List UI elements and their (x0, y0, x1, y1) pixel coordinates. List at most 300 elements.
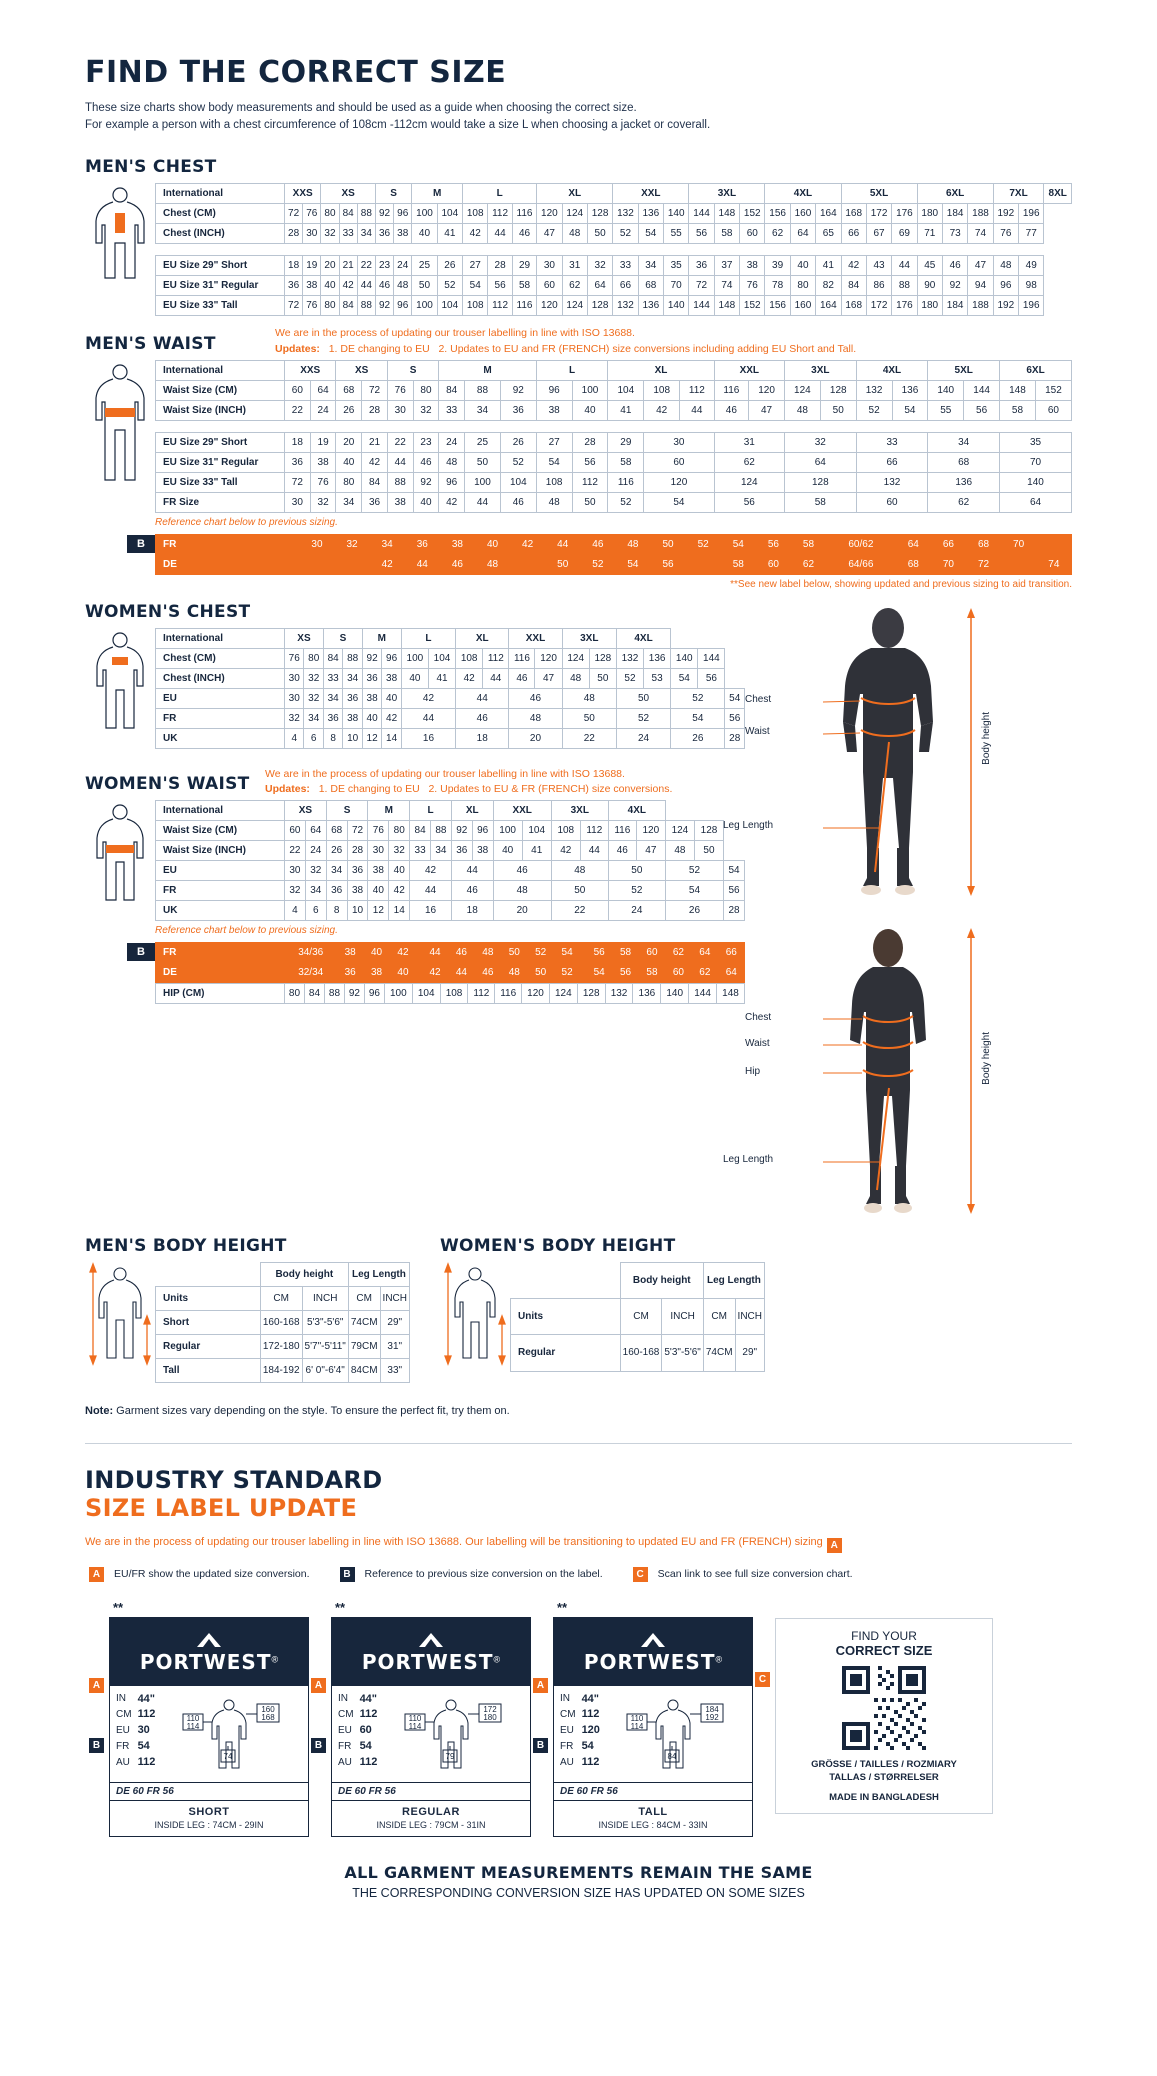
chip-a-label-regular: A (311, 1678, 326, 1693)
cell: 54 (721, 534, 756, 554)
cell: 29 (512, 255, 536, 275)
cell: 32 (413, 400, 439, 420)
cell: 140 (671, 648, 698, 668)
cell: 25 (465, 432, 501, 452)
cell: 108 (463, 203, 488, 223)
cell: 44 (448, 963, 474, 983)
legend-text-b: Reference to previous size conversion on the label. (364, 1568, 603, 1580)
cell: 30 (644, 432, 714, 452)
table-row (156, 984, 745, 1004)
cell: 104 (608, 380, 644, 400)
cell: 144 (964, 380, 1000, 400)
cell: 116 (512, 203, 536, 223)
cell: 66 (718, 943, 744, 963)
table-row (156, 821, 745, 841)
cell: 36 (323, 708, 342, 728)
cell: 53 (644, 668, 671, 688)
cell: 31 (714, 432, 784, 452)
cell: 38 (394, 223, 412, 243)
cell: 128 (820, 380, 856, 400)
cell: 24 (439, 432, 465, 452)
col-m: M (412, 183, 463, 203)
cell: 38 (337, 943, 363, 963)
size-key: CM (338, 1709, 354, 1721)
cell: 136 (633, 984, 661, 1004)
cell: 84 (841, 275, 866, 295)
cell: 38 (343, 708, 362, 728)
cell: 38 (363, 963, 389, 983)
cell: 28 (725, 728, 745, 748)
row-label: Waist Size (INCH) (156, 841, 285, 861)
cell: 80 (413, 380, 439, 400)
size-value: 44" (359, 1692, 378, 1705)
mens-body-height-table (155, 1262, 410, 1383)
col-8xl: 8XL (1044, 183, 1072, 203)
label-de-fr-regular: DE 60 FR 56 (332, 1782, 530, 1800)
cell: 70 (1001, 534, 1036, 554)
cell: 39 (765, 255, 790, 275)
size-key: AU (116, 1756, 130, 1768)
cell: 55 (664, 223, 689, 243)
female-chest-label: Chest (745, 1011, 772, 1023)
male-chest-label: Chest (745, 693, 772, 705)
cell: 41 (437, 223, 462, 243)
col-inch-leg: INCH (735, 1298, 764, 1334)
cell: 108 (551, 821, 580, 841)
table-row (156, 1310, 410, 1334)
cell: 10 (347, 901, 368, 921)
row-label: FR Size (156, 492, 285, 512)
cell: 74 (714, 275, 739, 295)
cell: 96 (536, 380, 572, 400)
cell: 20 (493, 901, 551, 921)
cell: 54 (554, 943, 580, 963)
svg-text:110: 110 (408, 1713, 422, 1723)
cell: 34 (638, 255, 663, 275)
cell: 46 (509, 688, 562, 708)
cell: 64 (784, 452, 856, 472)
cell: 72 (347, 821, 368, 841)
cell: 44 (483, 668, 509, 688)
womens-body-height-heading: WOMEN'S BODY HEIGHT (440, 1235, 676, 1256)
cell: 55 (928, 400, 964, 420)
cell: 104 (428, 648, 455, 668)
cell: 140 (664, 295, 689, 315)
svg-text:180: 180 (482, 1712, 497, 1722)
col-4xl: 4XL (608, 801, 665, 821)
cell: 30 (285, 688, 304, 708)
cell: 116 (608, 821, 636, 841)
fit-note (85, 1405, 1072, 1417)
cell: 52 (616, 668, 643, 688)
cell: 71 (917, 223, 942, 243)
col-leg-length: Leg Length (348, 1262, 409, 1286)
row-label: Chest (CM) (156, 648, 285, 668)
brand-reg-regular: ® (493, 1654, 501, 1665)
cell (335, 554, 370, 574)
cell: 6' 0"-6'4" (302, 1358, 348, 1382)
cell: 132 (605, 984, 633, 1004)
cell: 124 (665, 821, 694, 841)
cell: 192 (993, 295, 1018, 315)
mens-waist-heading: MEN'S WAIST (85, 333, 216, 354)
col-xs: XS (336, 360, 387, 380)
cell: 54 (665, 881, 723, 901)
size-key: IN (338, 1693, 348, 1705)
cell: 48 (551, 861, 608, 881)
table-row (156, 668, 745, 688)
table-header-row (156, 1262, 410, 1286)
col-international: International (156, 360, 285, 380)
size-key: EU (116, 1725, 130, 1737)
fit-note-label: Note: (85, 1404, 114, 1417)
svg-text:114: 114 (408, 1721, 422, 1731)
cell: 42 (463, 223, 488, 243)
cell: 160 (790, 295, 815, 315)
cell: 32 (285, 881, 306, 901)
svg-text:74: 74 (223, 1751, 233, 1761)
cell: 16 (401, 728, 455, 748)
cell: 52 (613, 223, 638, 243)
cell: 40 (572, 400, 608, 420)
cell: 64 (587, 275, 612, 295)
portwest-logo-icon (418, 1632, 444, 1648)
cell: 84CM (348, 1358, 380, 1382)
cell: 60/62 (826, 534, 896, 554)
cell: 43 (866, 255, 891, 275)
size-key: CM (560, 1709, 576, 1721)
cell: 108 (456, 648, 483, 668)
cell: 6 (304, 728, 323, 748)
size-value: 112 (137, 1708, 156, 1721)
cell: 30 (285, 668, 304, 688)
mens-waist-block (85, 360, 1072, 530)
cell: 58 (639, 963, 665, 983)
cell: 68 (638, 275, 663, 295)
cell: 48 (493, 881, 551, 901)
cell: 58 (1000, 400, 1036, 420)
cell: 58 (791, 534, 826, 554)
cell: 60 (1035, 400, 1071, 420)
cell: 128 (694, 821, 723, 841)
cell: 160-168 (620, 1335, 662, 1371)
cell: 46 (942, 255, 967, 275)
col-7xl: 7XL (993, 183, 1044, 203)
cell: 84 (339, 203, 357, 223)
table-row (156, 380, 1072, 400)
cell: 56 (724, 881, 745, 901)
table-row (156, 1358, 410, 1382)
chip-a-label-short: A (89, 1678, 104, 1693)
portwest-logo-icon (196, 1632, 222, 1648)
cell: 116 (495, 984, 522, 1004)
table-row (156, 1334, 410, 1358)
cell: 56 (725, 708, 745, 728)
table-header-row (156, 801, 745, 821)
cell: 48 (562, 668, 589, 688)
cell: 25 (412, 255, 437, 275)
col-international: International (156, 628, 285, 648)
cell: 54 (644, 492, 714, 512)
cell: 28 (285, 223, 303, 243)
col-xl: XL (537, 183, 613, 203)
cell: 56 (698, 668, 725, 688)
col-xxl: XXL (509, 628, 562, 648)
table-row (156, 295, 1072, 315)
cell: 52 (437, 275, 462, 295)
size-value: 120 (581, 1724, 600, 1737)
mens-waist-update-1: 1. DE changing to EU (328, 342, 430, 355)
cell: 30 (368, 841, 389, 861)
cell: 48 (475, 554, 510, 574)
qr-caption-1: GRÖSSE / TAILLES / ROZMIARY (811, 1758, 957, 1770)
cell: 120 (537, 203, 562, 223)
cell: 48 (394, 275, 412, 295)
cell: 52 (580, 554, 615, 574)
cell: 42 (370, 554, 405, 574)
womens-waist-table (155, 800, 745, 921)
cell: 38 (740, 255, 765, 275)
col-s: S (323, 628, 362, 648)
cell: 24 (608, 901, 665, 921)
cell: 36 (451, 841, 472, 861)
cell: 38 (310, 452, 336, 472)
legend-text-a: EU/FR show the updated size conversion. (114, 1568, 310, 1580)
cell: 52 (527, 943, 553, 963)
cell: 5'7"-5'11" (302, 1334, 348, 1358)
cell: 188 (968, 203, 993, 223)
cell: 168 (841, 295, 866, 315)
brand-reg-tall: ® (715, 1654, 723, 1665)
cell: 58 (714, 223, 739, 243)
size-key: FR (338, 1741, 352, 1753)
cell: 12 (362, 728, 381, 748)
cell: 50 (545, 554, 580, 574)
cell: 40 (475, 534, 510, 554)
cell: 42 (841, 255, 866, 275)
cell: 180 (917, 203, 942, 223)
cell: 60 (639, 943, 665, 963)
cell: 54 (638, 223, 663, 243)
cell: 40 (321, 275, 339, 295)
cell: 84 (304, 984, 324, 1004)
col-3xl: 3XL (562, 628, 616, 648)
col-m: M (368, 801, 410, 821)
cell: 40 (401, 668, 428, 688)
col-xs: XS (285, 628, 324, 648)
cell: 44 (456, 688, 509, 708)
male-waist-figure (85, 360, 155, 495)
cell: 28 (724, 901, 745, 921)
label-inside-leg-regular: INSIDE LEG : 79CM - 31IN (376, 1819, 486, 1830)
blank-header (511, 1262, 621, 1298)
mens-chest-table (155, 183, 1072, 316)
cell: 46 (451, 881, 493, 901)
cell: 132 (856, 380, 892, 400)
col-m: M (439, 360, 536, 380)
mens-waist-update-2: 2. Updates to EU and FR (FRENCH) size conversions including adding EU Short and Tall. (438, 342, 857, 355)
cell: 20 (336, 432, 362, 452)
cell: 148 (716, 984, 744, 1004)
cell: 44 (680, 400, 715, 420)
size-value: 112 (581, 1708, 600, 1721)
cell: 38 (362, 688, 381, 708)
mens-waist-footnote: **See new label below, showing updated and previous sizing to aid transition. (730, 578, 1072, 590)
cell: 50 (572, 492, 608, 512)
col-xxs: XXS (285, 183, 321, 203)
cell: 76 (740, 275, 765, 295)
cell: 33 (439, 400, 465, 420)
womens-body-height-table (510, 1262, 765, 1372)
cell: 41 (428, 668, 455, 688)
cell: 136 (638, 295, 663, 315)
brand-block-regular (332, 1618, 530, 1686)
cell: 48 (615, 534, 650, 554)
size-list-short (116, 1692, 161, 1778)
cell: 30 (285, 861, 306, 881)
size-value: 112 (581, 1756, 600, 1769)
table-subheader-row (511, 1298, 765, 1334)
size-value: 54 (137, 1740, 150, 1753)
cell: 100 (401, 648, 428, 668)
size-value: 30 (137, 1724, 150, 1737)
cell: 42 (510, 534, 545, 554)
cell: 4 (285, 901, 306, 921)
cell: 56 (488, 275, 512, 295)
row-label: EU (156, 688, 285, 708)
col-xs: XS (321, 183, 376, 203)
row-label: FR (156, 943, 285, 963)
cell: 100 (412, 295, 437, 315)
cell: 62 (692, 963, 718, 983)
cell: 30 (387, 400, 413, 420)
cell: 29 (608, 432, 644, 452)
mens-chest-block (85, 183, 1072, 316)
cell: 19 (310, 432, 336, 452)
label-card-tall (536, 1599, 753, 1837)
cell: 76 (303, 203, 321, 223)
cell: 50 (616, 688, 670, 708)
cell: 64 (896, 534, 931, 554)
cell: 60 (537, 275, 562, 295)
cell: 72 (285, 203, 303, 223)
industry-subtitle (85, 1536, 1072, 1553)
table-header-row (511, 1262, 765, 1298)
intro-line-1: These size charts show body measurements and should be used as a guide when choosing the correct size. (85, 102, 637, 114)
size-value: 54 (581, 1740, 594, 1753)
womens-waist-update-2: 2. Updates to EU & FR (FRENCH) size conversions. (428, 783, 673, 796)
cell: 104 (522, 821, 551, 841)
cell: 36 (343, 688, 362, 708)
cell: 34 (304, 708, 323, 728)
cell: 46 (580, 534, 615, 554)
cell: 108 (463, 295, 488, 315)
col-s: S (387, 360, 438, 380)
cell: 41 (522, 841, 551, 861)
cell: 60 (740, 223, 765, 243)
cell: 50 (589, 668, 616, 688)
table-row (156, 901, 745, 921)
cell: 32 (321, 223, 339, 243)
cell: 48 (475, 943, 501, 963)
row-label: FR (156, 708, 285, 728)
cell: 60 (644, 452, 714, 472)
cell: 120 (636, 821, 665, 841)
row-label: DE (156, 554, 285, 574)
cell: 30 (537, 255, 562, 275)
cell: 26 (665, 901, 723, 921)
cell: 40 (363, 943, 389, 963)
qr-card[interactable] (775, 1618, 993, 1815)
cell: 192 (993, 203, 1018, 223)
qr-code-icon[interactable] (842, 1666, 926, 1750)
svg-text:160: 160 (260, 1704, 275, 1714)
cell: 32/34 (285, 963, 337, 983)
cell: 36 (405, 534, 440, 554)
col-units: Units (156, 1286, 261, 1310)
cell: 52 (686, 534, 721, 554)
cell: 84 (410, 821, 431, 841)
cell: 26 (671, 728, 725, 748)
row-label: Chest (CM) (156, 203, 285, 223)
cell: 46 (608, 841, 636, 861)
cell: 72 (362, 380, 388, 400)
svg-text:172: 172 (482, 1704, 497, 1714)
col-4xl: 4XL (616, 628, 670, 648)
cell: 184-192 (260, 1358, 302, 1382)
cell: 56 (651, 554, 686, 574)
size-list-regular (338, 1692, 383, 1778)
cell: 26 (326, 841, 347, 861)
cell: 54 (892, 400, 928, 420)
cell: 19 (303, 255, 321, 275)
cell: 96 (394, 203, 412, 223)
cell: 38 (472, 841, 493, 861)
cell: 22 (285, 841, 306, 861)
cell: 35 (664, 255, 689, 275)
size-key: AU (560, 1756, 574, 1768)
cell: 34 (326, 861, 347, 881)
cell (285, 554, 292, 574)
cell: 60 (856, 492, 928, 512)
table-row-de (156, 554, 1072, 574)
col-3xl: 3XL (551, 801, 608, 821)
cell (299, 554, 334, 574)
row-label: Tall (156, 1358, 261, 1382)
legend-item-c (629, 1567, 853, 1582)
cell: 22 (285, 400, 311, 420)
cell: 64/66 (826, 554, 896, 574)
col-xl: XL (456, 628, 509, 648)
cell: 8 (323, 728, 342, 748)
cell: 67 (866, 223, 891, 243)
cell: 128 (784, 472, 856, 492)
cell: 100 (465, 472, 501, 492)
col-cm: CM (260, 1286, 302, 1310)
cell: 73 (942, 223, 967, 243)
cell: 136 (892, 380, 928, 400)
cell: 72 (966, 554, 1001, 574)
female-waist-figure (85, 800, 155, 913)
cell: 144 (689, 295, 714, 315)
col-6xl: 6XL (1000, 360, 1072, 380)
size-value: 44" (137, 1692, 156, 1705)
cell: 66 (931, 534, 966, 554)
cell: 38 (368, 861, 389, 881)
cell: 62 (765, 223, 790, 243)
col-5xl: 5XL (841, 183, 917, 203)
cell: 80 (336, 472, 362, 492)
